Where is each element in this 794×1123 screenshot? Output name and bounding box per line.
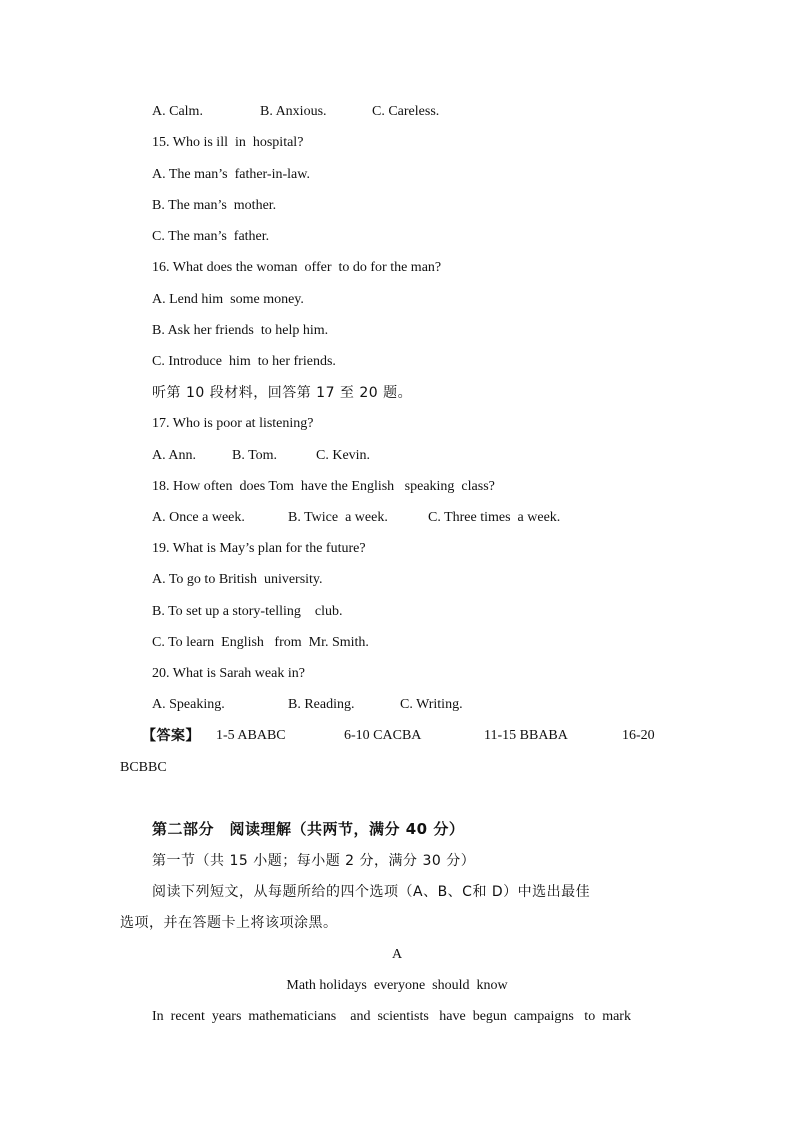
q16-option-a: A. Lend him some money. <box>152 292 304 307</box>
q19-option-a: A. To go to British university. <box>152 572 323 587</box>
q17-question: 17. Who is poor at listening? <box>152 416 314 431</box>
answer-group-2: 6-10 CACBA <box>344 728 422 743</box>
q15-option-b: B. The man’s mother. <box>152 198 277 213</box>
section10-instruction: 听第 10 段材料，回答第 17 至 20 题。 <box>152 385 413 401</box>
part2-section1: 第一节（共 15 小题；每小题 2 分，满分 30 分） <box>152 853 476 869</box>
q19-option-b: B. To set up a story-telling club. <box>152 604 343 619</box>
passage-first-line: In recent years mathematicians and scientists have begun campaigns to mark <box>152 1009 631 1024</box>
q18-option-a: A. Once a week. <box>152 510 245 525</box>
q16-question: 16. What does the woman offer to do for the man? <box>152 260 442 275</box>
q17-option-c: C. Kevin. <box>316 448 371 463</box>
answer-group-4-cont: BCBBC <box>120 760 167 775</box>
q17-option-b: B. Tom. <box>232 448 278 463</box>
q14-option-c: C. Careless. <box>372 104 440 119</box>
q20-question: 20. What is Sarah weak in? <box>152 666 305 681</box>
q14-option-a: A. Calm. <box>152 104 203 119</box>
q17-option-a: A. Ann. <box>152 448 196 463</box>
answer-group-3: 11-15 BBABA <box>484 728 568 743</box>
part2-instruction-line2: 选项，并在答题卡上将该项涂黑。 <box>120 915 338 931</box>
q19-option-c: C. To learn English from Mr. Smith. <box>152 635 369 650</box>
q15-question: 15. Who is ill in hospital? <box>152 135 304 150</box>
q18-option-c: C. Three times a week. <box>428 510 561 525</box>
answer-group-1: 1-5 ABABC <box>216 728 286 743</box>
q20-option-c: C. Writing. <box>400 697 463 712</box>
q15-option-a: A. The man’s father-in-law. <box>152 167 310 182</box>
q19-question: 19. What is May’s plan for the future? <box>152 541 366 556</box>
answer-label: 【答案】 <box>142 728 200 744</box>
part2-instruction-line1: 阅读下列短文，从每题所给的四个选项（A、B、C和 D）中选出最佳 <box>152 884 591 900</box>
q14-option-b: B. Anxious. <box>260 104 327 119</box>
q20-option-b: B. Reading. <box>288 697 355 712</box>
q16-option-c: C. Introduce him to her friends. <box>152 354 336 369</box>
answer-group-4: 16-20 <box>622 728 655 743</box>
passage-title: Math holidays everyone should know <box>286 978 508 993</box>
q15-option-c: C. The man’s father. <box>152 229 270 244</box>
q18-question: 18. How often does Tom have the English speaking class? <box>152 479 495 494</box>
q20-option-a: A. Speaking. <box>152 697 225 712</box>
part2-heading: 第二部分 阅读理解（共两节，满分 40 分） <box>152 820 465 838</box>
passage-letter: A <box>391 947 403 962</box>
q18-option-b: B. Twice a week. <box>288 510 388 525</box>
q16-option-b: B. Ask her friends to help him. <box>152 323 329 338</box>
